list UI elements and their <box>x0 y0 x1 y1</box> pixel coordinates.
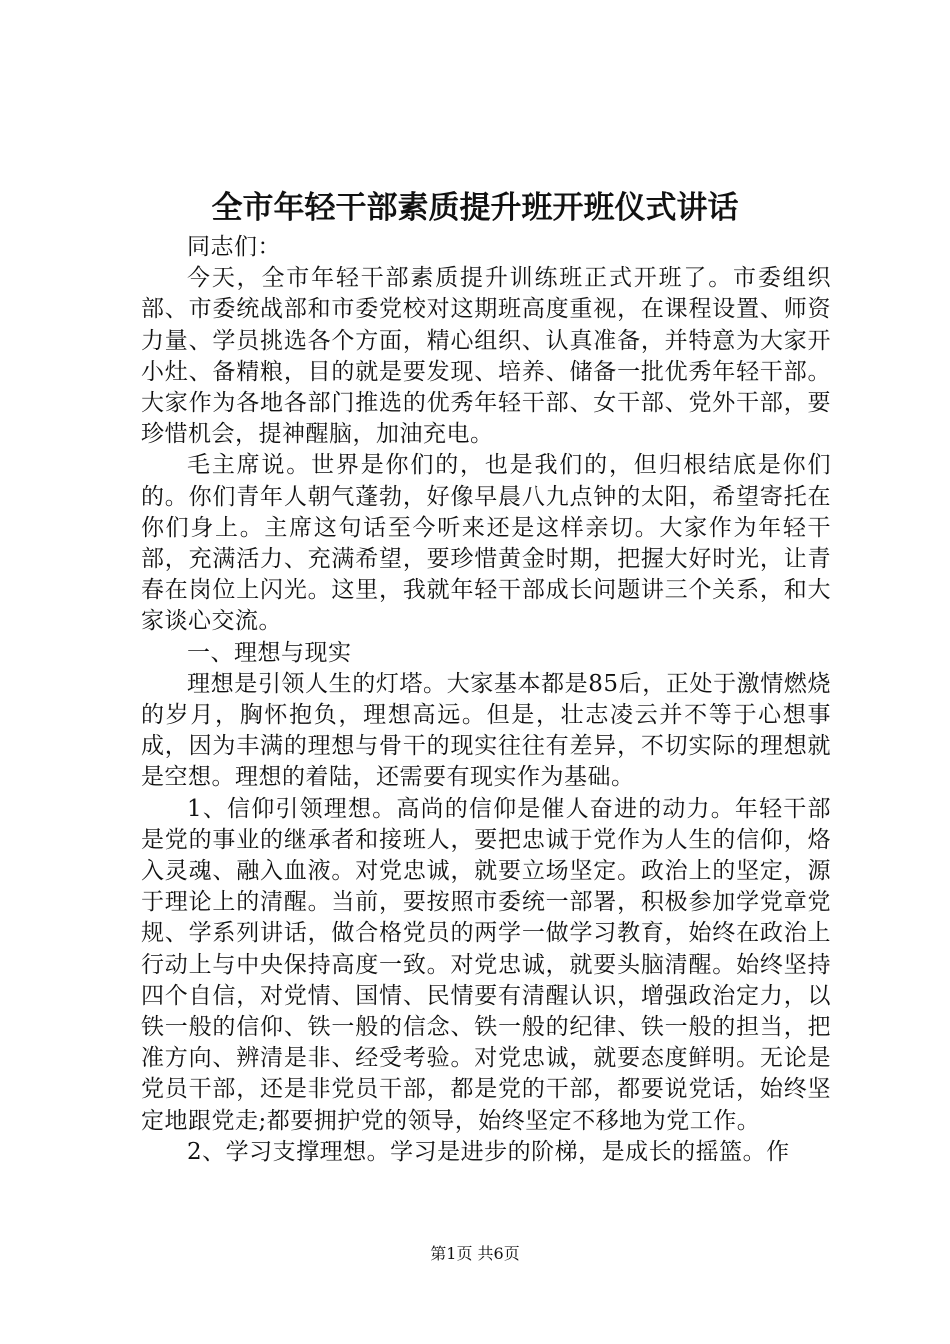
paragraph-learning: 2、学习支撑理想。学习是进步的阶梯，是成长的摇篮。作 <box>187 1138 790 1165</box>
document-body <box>141 232 831 1168</box>
paragraph-belief: 1、信仰引领理想。高尚的信仰是催人奋进的动力。年轻干部是党的事业的继承者和接班人，要把忠诚于党作为人生的信仰，烙入灵魂、融入血液。对党忠诚，就要立场坚定。政治上的坚定，源于理论上的清醒。当前，要按照市委统一部署，积极参加学党章党规、学系列讲话，做合格党员的两学一做学习教育，始终在政治上行动上与中央保持高度一致。对党忠诚，就要头脑清醒。始终坚持四个自信，对党情、国情、民情要有清醒认识，增强政治定力，以铁一般的信仰、铁一般的信念、铁一般的纪律、铁一般的担当，把准方向、辨清是非、经受考验。对党忠诚，就要态度鲜明。无论是党员干部，还是非党员干部，都是党的干部，都要说党话，始终坚定地跟党走;都要拥护党的领导，始终坚定不移地为党工作。 <box>141 795 831 1134</box>
paragraph-opening: 今天，全市年轻干部素质提升训练班正式开班了。市委组织部、市委统战部和市委党校对这期班高度重视，在课程设置、师资力量、学员挑选各个方面，精心组织、认真准备，并特意为大家开小灶、备精粮，目的就是要发现、培养、储备一批优秀年轻干部。大家作为各地各部门推选的优秀年轻干部、女干部、党外干部，要珍惜机会，提神醒脑，加油充电。 <box>141 265 831 448</box>
paragraph-salutation: 同志们： <box>187 234 281 260</box>
page-footer: 第1页 共6页 <box>430 1244 520 1263</box>
paragraph-chairman-quote: 毛主席说。世界是你们的，也是我们的，但归根结底是你们的。你们青年人朝气蓬勃，好像早晨八九点钟的太阳，希望寄托在你们身上。主席这句话至今听来还是这样亲切。大家作为年轻干部，充满活力、充满希望，要珍惜黄金时期，把握大好时光，让青春在岗位上闪光。这里，我就年轻干部成长问题讲三个关系，和大家谈心交流。 <box>141 452 831 635</box>
paragraph-ideal-intro: 理想是引领人生的灯塔。大家基本都是85后，正处于激情燃烧的岁月，胸怀抱负，理想高远。但是，壮志凌云并不等于心想事成，因为丰满的理想与骨干的现实往往有差异，不切实际的理想就是空想。理想的着陆，还需要有现实作为基础。 <box>141 670 831 791</box>
section-heading-ideal-reality: 一、理想与现实 <box>187 639 352 666</box>
document-title: 全市年轻干部素质提升班开班仪式讲话 <box>211 190 739 226</box>
